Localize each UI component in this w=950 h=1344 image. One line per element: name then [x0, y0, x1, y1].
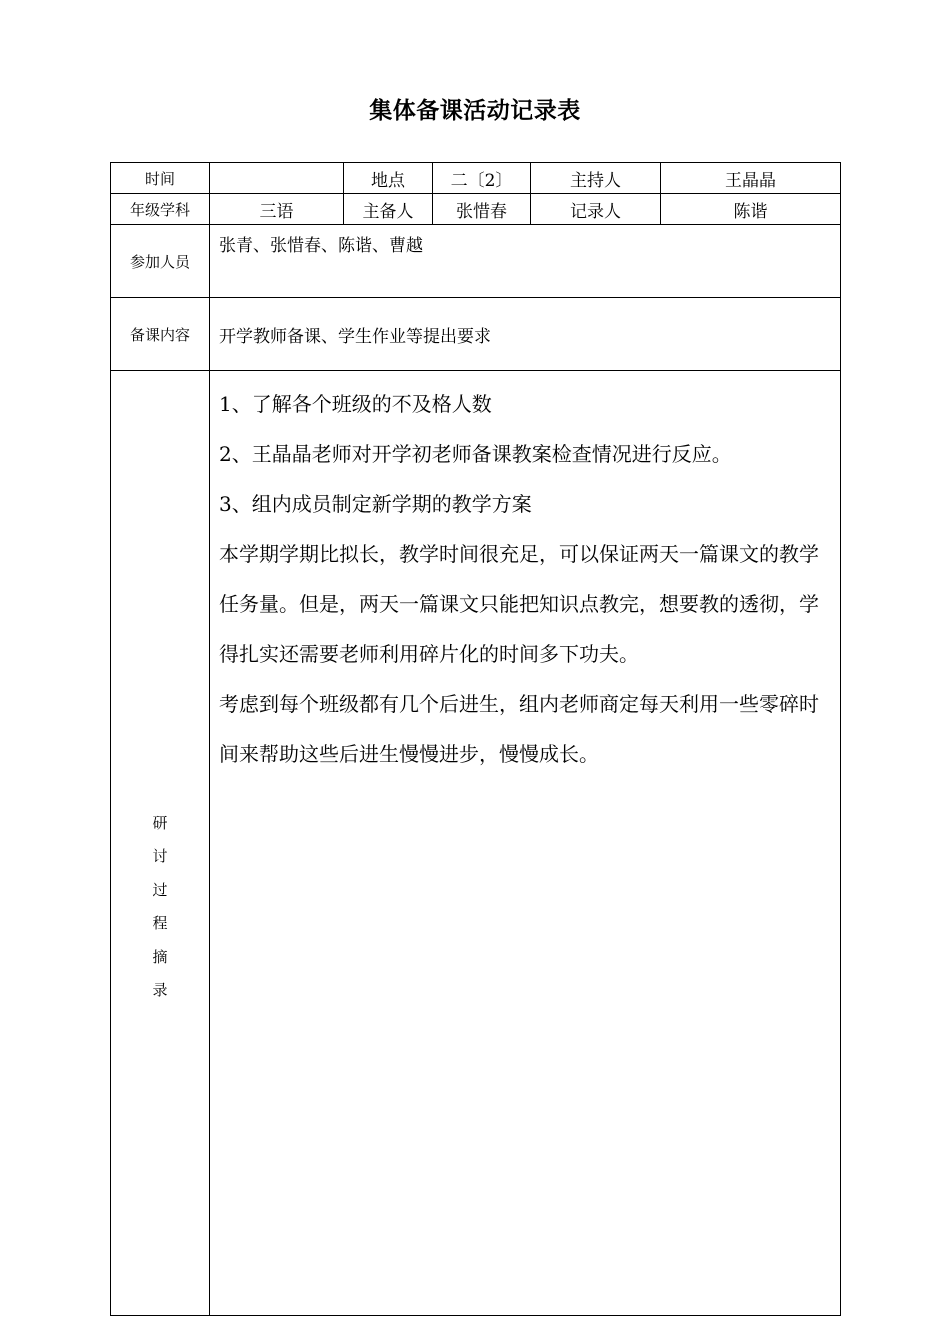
content-label: 备课内容 — [111, 298, 210, 371]
time-value — [210, 163, 344, 194]
summary-label-char: 过 — [152, 880, 168, 899]
summary-content — [210, 371, 841, 1316]
summary-paragraph: 1、了解各个班级的不及格人数 — [219, 392, 492, 416]
table-row-participants — [111, 225, 841, 298]
recorder-value: 陈谐 — [661, 194, 841, 225]
host-label: 主持人 — [531, 163, 661, 194]
summary-label-char: 程 — [152, 914, 168, 932]
lead-preparer-value: 张惜春 — [433, 194, 531, 225]
page-title: 集体备课活动记录表 — [369, 98, 581, 124]
summary-label — [111, 371, 210, 1316]
recorder-label: 记录人 — [531, 194, 661, 225]
host-value: 王晶晶 — [661, 163, 841, 194]
summary-label-char: 录 — [152, 981, 168, 999]
participants-label: 参加人员 — [111, 225, 210, 298]
time-label: 时间 — [111, 163, 210, 194]
table-row-summary — [111, 371, 841, 1316]
summary-paragraph: 考虑到每个班级都有几个后进生，组内老师商定每天利用一些零碎时间来帮助这些后进生慢慢进步，慢慢成长。 — [219, 692, 819, 766]
summary-paragraph: 2、王晶晶老师对开学初老师备课教案检查情况进行反应。 — [219, 442, 732, 466]
summary-label-char: 摘 — [152, 947, 168, 966]
lead-preparer-label: 主备人 — [344, 194, 433, 225]
table-row-content — [111, 298, 841, 371]
summary-paragraph: 3、组内成员制定新学期的教学方案 — [219, 492, 532, 516]
content-value: 开学教师备课、学生作业等提出要求 — [210, 298, 841, 371]
summary-paragraph: 本学期学期比拟长，教学时间很充足，可以保证两天一篇课文的教学任务量。但是，两天一篇课文只能把知识点教完，想要教的透彻，学得扎实还需要老师利用碎片化的时间多下功夫。 — [219, 542, 819, 666]
grade-subject-label: 年级学科 — [111, 194, 210, 225]
summary-label-char: 讨 — [152, 847, 168, 865]
table-row-grade — [111, 194, 841, 225]
record-table — [110, 162, 841, 1316]
grade-subject-value: 三语 — [210, 194, 344, 225]
summary-label-char: 研 — [152, 813, 168, 832]
table-row-time — [111, 163, 841, 194]
participants-value: 张青、张惜春、陈谐、曹越 — [210, 225, 841, 298]
location-value: 二〔2〕 — [433, 163, 531, 194]
location-label: 地点 — [344, 163, 433, 194]
